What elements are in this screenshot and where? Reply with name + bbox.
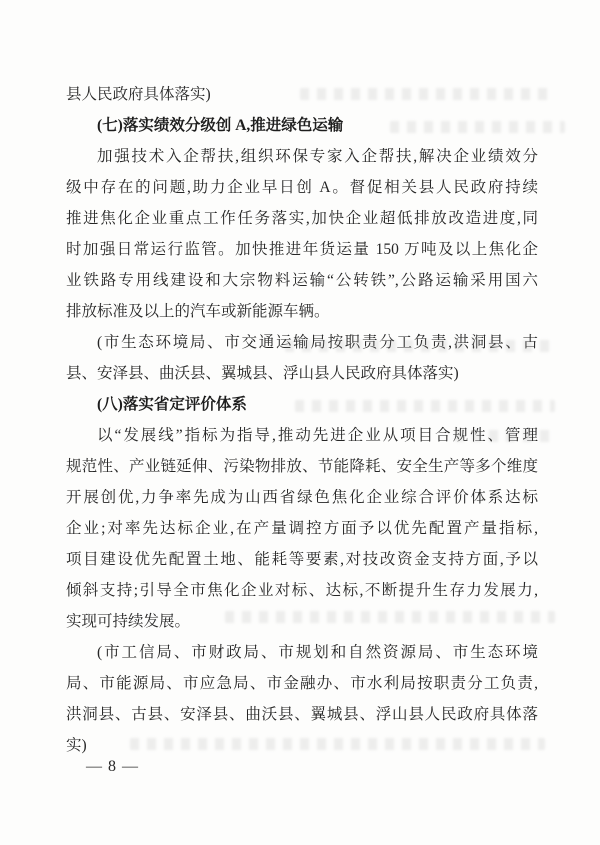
body-line: 项目建设优先配置土地、能耗等要素,对技改资金支持方面,予以 bbox=[66, 551, 538, 568]
attribution-line: 洪洞县、古县、安泽县、曲沃县、翼城县、浮山县人民政府具体落 bbox=[66, 706, 538, 723]
attribution-line: (市工信局、市财政局、市规划和自然资源局、市生态环境 bbox=[97, 644, 538, 661]
body-line: 企业;对率先达标企业,在产量调控方面予以优先配置产量指标, bbox=[66, 520, 538, 537]
body-line: 时加强日常运行监管。加快推进年货运量 150 万吨及以上焦化企 bbox=[66, 241, 538, 258]
attribution-line: 县、安泽县、曲沃县、翼城县、浮山县人民政府具体落实) bbox=[66, 365, 459, 382]
body-line: 排放标准及以上的汽车或新能源车辆。 bbox=[66, 303, 330, 320]
body-line: 加强技术入企帮扶,组织环保专家入企帮扶,解决企业绩效分 bbox=[97, 148, 538, 165]
page-number: — 8 — bbox=[86, 758, 139, 775]
attribution-line: 局、市能源局、市应急局、市金融办、市水利局按职责分工负责, bbox=[66, 675, 538, 692]
body-line: 级中存在的问题,助力企业早日创 A。督促相关县人民政府持续 bbox=[66, 179, 538, 196]
section-heading-8: (八)落实省定评价体系 bbox=[97, 396, 247, 413]
attribution-line: (市生态环境局、市交通运输局按职责分工负责,洪洞县、古 bbox=[97, 334, 538, 351]
section-heading-7: (七)落实绩效分级创 A,推进绿色运输 bbox=[97, 117, 344, 134]
continuation-line: 县人民政府具体落实) bbox=[66, 86, 211, 103]
body-line: 以“发展线”指标为指导,推动先进企业从项目合规性、管理 bbox=[97, 427, 538, 444]
body-line: 实现可持续发展。 bbox=[66, 613, 191, 630]
body-line: 推进焦化企业重点工作任务落实,加快企业超低排放改造进度,同 bbox=[66, 210, 538, 227]
body-line: 规范性、产业链延伸、污染物排放、节能降耗、安全生产等多个维度 bbox=[66, 458, 538, 475]
body-line: 倾斜支持;引导全市焦化企业对标、达标,不断提升生存力发展力, bbox=[66, 582, 538, 599]
body-line: 开展创优,力争率先成为山西省绿色焦化企业综合评价体系达标 bbox=[66, 489, 538, 506]
attribution-line: 实) bbox=[66, 737, 87, 754]
body-line: 业铁路专用线建设和大宗物料运输“公转铁”,公路运输采用国六 bbox=[66, 272, 538, 289]
document-text-block bbox=[66, 79, 538, 761]
